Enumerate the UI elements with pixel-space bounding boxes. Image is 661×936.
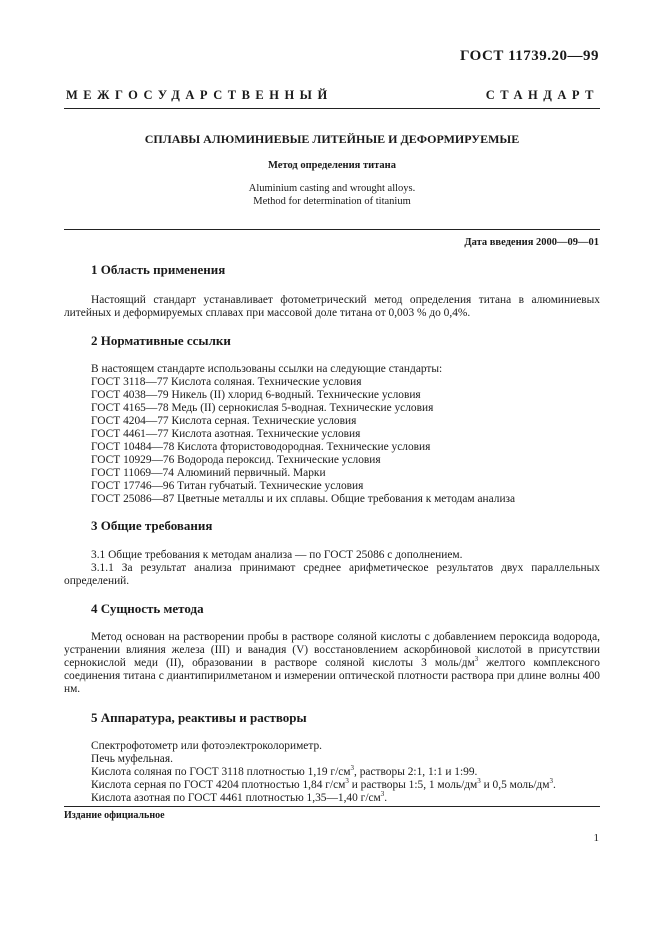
reagent-text: , растворы 2:1, 1:1 и 1:99. <box>354 766 478 778</box>
english-title-line-2: Method for determination of titanium <box>253 195 411 207</box>
reagent-text: Кислота соляная по ГОСТ 3118 плотностью 1,19 г/см <box>91 766 351 778</box>
english-title-line-1: Aluminium casting and wrought alloys. <box>248 183 416 194</box>
interstate-standard-banner: МЕЖГОСУДАРСТВЕННЫЙ СТАНДАРТ <box>66 88 599 102</box>
superscript: 3 <box>345 777 349 786</box>
section-2-heading: 2 Нормативные ссылки <box>91 333 231 348</box>
section-4-text-part-2: желтого комплексного соединения титана с диантипирилметаном и измерении оптической плотности раствора при длине волны 400 нм. <box>64 657 600 695</box>
list-item: ГОСТ 4038—79 Никель (II) хлорид 6-водный. Технические условия <box>91 389 421 401</box>
section-5-heading: 5 Аппаратура, реактивы и растворы <box>91 710 307 725</box>
english-title <box>64 183 600 208</box>
footer-rule <box>64 806 600 807</box>
section-4-text <box>64 631 600 696</box>
section-4-text-part-1: Метод основан на растворении пробы в растворе соляной кислоты с добавлением пероксида водорода, устранении влияния железа (III) и ванадия (V) восстановлением аскорбиновой кислотой в присутствии сернокислой меди (II), образовании в растворе соляной кислоты 3 моль/дм <box>64 631 600 669</box>
list-item: ГОСТ 4165—78 Медь (II) сернокислая 5-водная. Технические условия <box>91 402 434 414</box>
reagent-text: Кислота азотная по ГОСТ 4461 плотностью 1,35—1,40 г/см <box>91 792 381 804</box>
reference-list <box>91 363 601 506</box>
introduction-date: Дата введения 2000—09—01 <box>464 237 599 248</box>
superscript: 3 <box>350 764 355 773</box>
list-item: Печь муфельная. <box>91 753 173 765</box>
top-rule <box>64 108 600 109</box>
section-3-heading: 3 Общие требования <box>91 518 213 533</box>
list-item: ГОСТ 11069—74 Алюминий первичный. Марки <box>91 467 326 479</box>
superscript: 3 <box>380 790 385 799</box>
list-item: ГОСТ 10929—76 Водорода пероксид. Технические условия <box>91 454 381 466</box>
section-3-paragraph-1: 3.1 Общие требования к методам анализа — по ГОСТ 25086 с дополнением. <box>91 549 463 561</box>
list-item: ГОСТ 4204—77 Кислота серная. Технические условия <box>91 415 357 427</box>
reagent-text: . <box>552 779 556 791</box>
reagent-text: Кислота серная по ГОСТ 4204 плотностью 1,84 г/см <box>91 779 346 791</box>
section-1-text: Настоящий стандарт устанавливает фотометрический метод определения титана в алюминиевых литейных и деформируемых сплавах при массовой доле титана от 0,003 % до 0,4%. <box>64 294 600 319</box>
standard-code: ГОСТ 11739.20—99 <box>459 48 599 64</box>
list-item: Спектрофотометр или фотоэлектроколориметр. <box>91 740 323 752</box>
list-item: ГОСТ 25086—87 Цветные металлы и их сплавы. Общие требования к методам анализа <box>91 493 516 505</box>
section-3-paragraph-2: 3.1.1 За результат анализа принимают среднее арифметическое результатов двух параллельных определений. <box>64 562 600 587</box>
section-4-heading: 4 Сущность метода <box>91 601 204 616</box>
reagent-text: и растворы 1:5, 1 моль/дм <box>348 779 478 791</box>
list-item: ГОСТ 10484—78 Кислота фтористоводородная. Технические условия <box>91 441 431 453</box>
references-intro: В настоящем стандарте использованы ссылки на следующие стандарты: <box>91 363 443 375</box>
list-item <box>91 779 601 792</box>
method-subtitle: Метод определения титана <box>268 160 396 171</box>
list-item: ГОСТ 3118—77 Кислота соляная. Технические условия <box>91 376 362 388</box>
document-title: СПЛАВЫ АЛЮМИНИЕВЫЕ ЛИТЕЙНЫЕ И ДЕФОРМИРУЕМЫЕ <box>144 132 520 146</box>
reagent-text: и 0,5 моль/дм <box>480 779 550 791</box>
superscript: 3 <box>549 777 553 786</box>
title-rule <box>64 229 600 230</box>
list-item <box>91 792 601 805</box>
official-edition-label: Издание официальное <box>64 810 165 821</box>
reagent-text: . <box>384 792 388 804</box>
superscript: 3 <box>474 655 479 664</box>
list-item: ГОСТ 4461—77 Кислота азотная. Технические условия <box>91 428 361 440</box>
superscript: 3 <box>477 777 481 786</box>
list-item: ГОСТ 17746—96 Титан губчатый. Технические условия <box>91 480 364 492</box>
section-1-heading: 1 Область применения <box>91 262 226 277</box>
page-number: 1 <box>593 832 599 844</box>
reagent-list <box>91 740 601 805</box>
